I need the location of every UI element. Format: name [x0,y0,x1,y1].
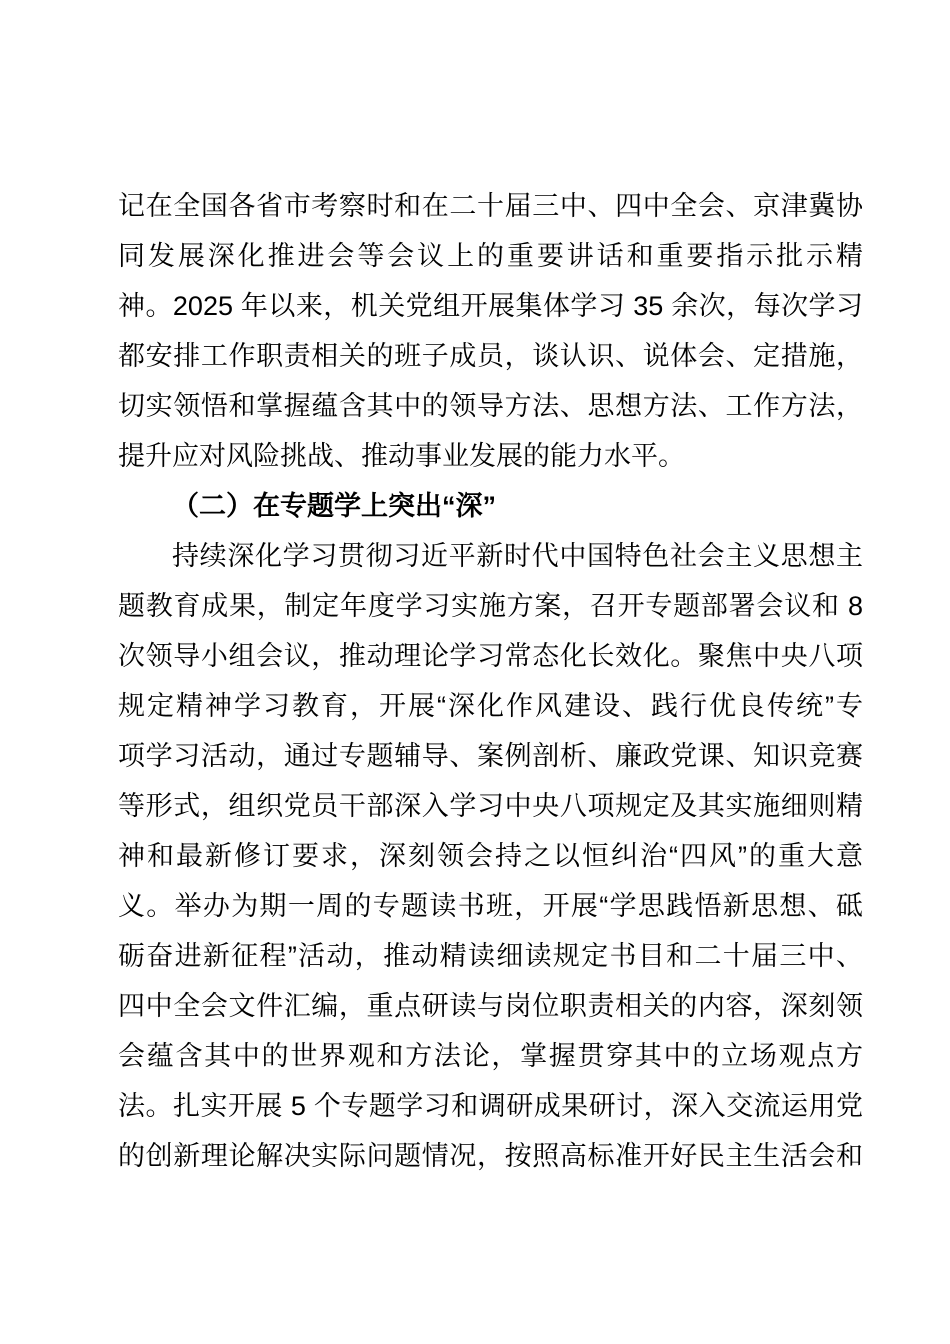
text-line: 义。举办为期一周的专题读书班，开展“学思践悟新思想、砥 [118,891,863,921]
text-line: 记在全国各省市考察时和在二十届三中、四中全会、京津冀协 [118,191,863,221]
text-line: 都安排工作职责相关的班子成员，谈认识、说体会、定措施， [118,341,863,371]
text-line: 砺奋进新征程”活动，推动精读细读规定书目和二十届三中、 [118,941,863,971]
text-line: 神。2025 年以来，机关党组开展集体学习 35 余次，每次学习 [118,291,863,321]
text-line: 次领导小组会议，推动理论学习常态化长效化。聚焦中央八项 [118,641,863,671]
text-line: 四中全会文件汇编，重点研读与岗位职责相关的内容，深刻领 [118,991,863,1021]
text-line: 神和最新修订要求，深刻领会持之以恒纠治“四风”的重大意 [118,841,863,871]
text-line: 提升应对风险挑战、推动事业发展的能力水平。 [118,441,685,471]
text-line: 会蕴含其中的世界观和方法论，掌握贯穿其中的立场观点方 [118,1041,863,1071]
text-line: 项学习活动，通过专题辅导、案例剖析、廉政党课、知识竞赛 [118,741,863,771]
text-line: 持续深化学习贯彻习近平新时代中国特色社会主义思想主 [172,541,863,571]
text-line: 等形式，组织党员干部深入学习中央八项规定及其实施细则精 [118,791,863,821]
text-line: 规定精神学习教育，开展“深化作风建设、践行优良传统”专 [118,691,863,721]
section-heading: （二）在专题学上突出“深” [172,491,496,521]
text-line: 切实领悟和掌握蕴含其中的领导方法、思想方法、工作方法， [118,391,863,421]
paragraph-body [118,531,863,1181]
text-line: 同发展深化推进会等会议上的重要讲话和重要指示批示精 [118,241,863,271]
text-line: 法。扎实开展 5 个专题学习和调研成果研讨，深入交流运用党 [118,1091,863,1121]
paragraph-continued [118,181,863,481]
text-line: 题教育成果，制定年度学习实施方案，召开专题部署会议和 8 [118,591,863,621]
text-line: 的创新理论解决实际问题情况，按照高标准开好民主生活会和 [118,1141,863,1171]
